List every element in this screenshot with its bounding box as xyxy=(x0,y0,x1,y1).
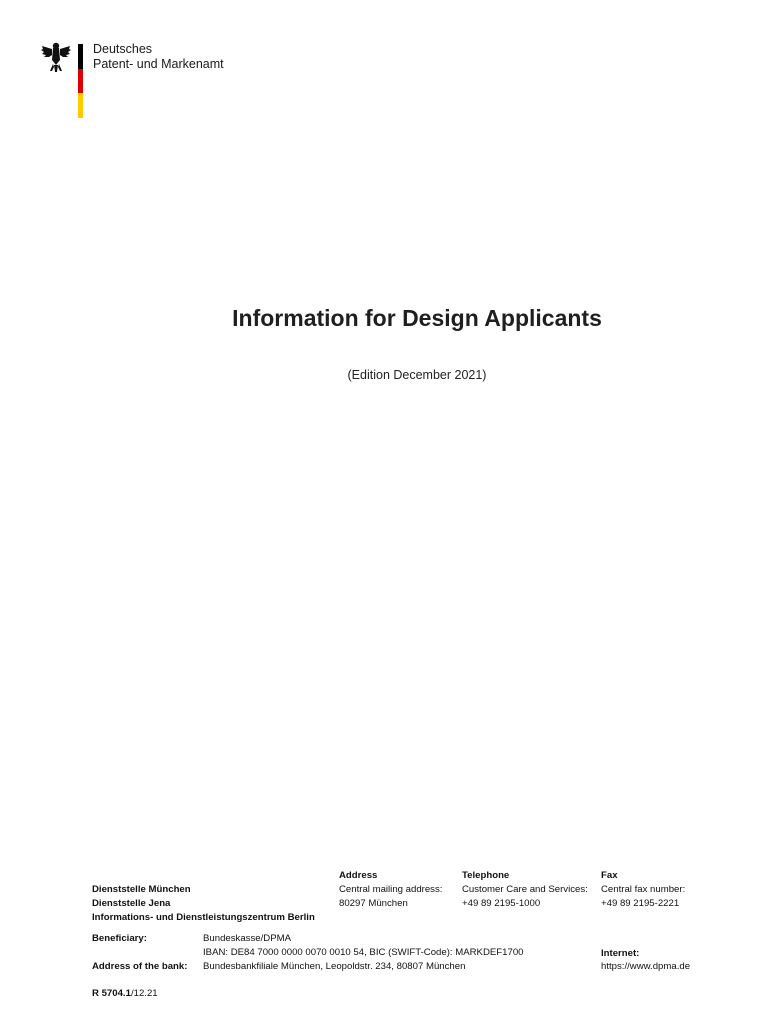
address-line-1: Central mailing address: xyxy=(339,884,443,895)
beneficiary-label: Beneficiary: xyxy=(92,933,147,944)
form-code-number: R 5704.1 xyxy=(92,988,131,999)
org-line-2: Patent- und Markenamt xyxy=(93,56,224,71)
federal-eagle-icon xyxy=(40,40,72,74)
internet-label: Internet: xyxy=(601,948,640,959)
flag-stripe-black xyxy=(78,44,83,69)
organization-name xyxy=(93,42,224,71)
website-link[interactable]: https://www.dpma.de xyxy=(601,961,691,972)
telephone-line-1: Customer Care and Services: xyxy=(462,884,588,895)
telephone-heading: Telephone xyxy=(462,870,510,881)
office-jena: Dienststelle Jena xyxy=(92,898,171,909)
beneficiary-value: Bundeskasse/DPMA xyxy=(203,933,291,944)
fax-line-1: Central fax number: xyxy=(601,884,686,895)
flag-stripe-red xyxy=(78,69,83,94)
telephone-number: +49 89 2195-1000 xyxy=(462,898,541,909)
flag-stripe xyxy=(78,44,83,118)
edition-note: (Edition December 2021) xyxy=(347,368,487,382)
iban-line: IBAN: DE84 7000 0000 0070 0010 54, BIC (SWIFT-Code): MARKDEF1700 xyxy=(203,947,524,958)
flag-stripe-gold xyxy=(78,93,83,118)
office-berlin: Informations- und Dienstleistungszentrum Berlin xyxy=(92,912,315,923)
form-code-date: /12.21 xyxy=(130,988,158,999)
document-title: Information for Design Applicants xyxy=(232,305,602,331)
form-code xyxy=(92,987,158,1001)
bank-address-label: Address of the bank: xyxy=(92,961,188,972)
address-heading: Address xyxy=(339,870,378,881)
address-line-2: 80297 München xyxy=(339,898,408,909)
fax-heading: Fax xyxy=(601,870,618,881)
bank-address-value: Bundesbankfiliale München, Leopoldstr. 234, 80807 München xyxy=(203,961,466,972)
org-line-1: Deutsches xyxy=(93,42,153,56)
office-munich: Dienststelle München xyxy=(92,884,191,895)
fax-number: +49 89 2195-2221 xyxy=(601,898,680,909)
